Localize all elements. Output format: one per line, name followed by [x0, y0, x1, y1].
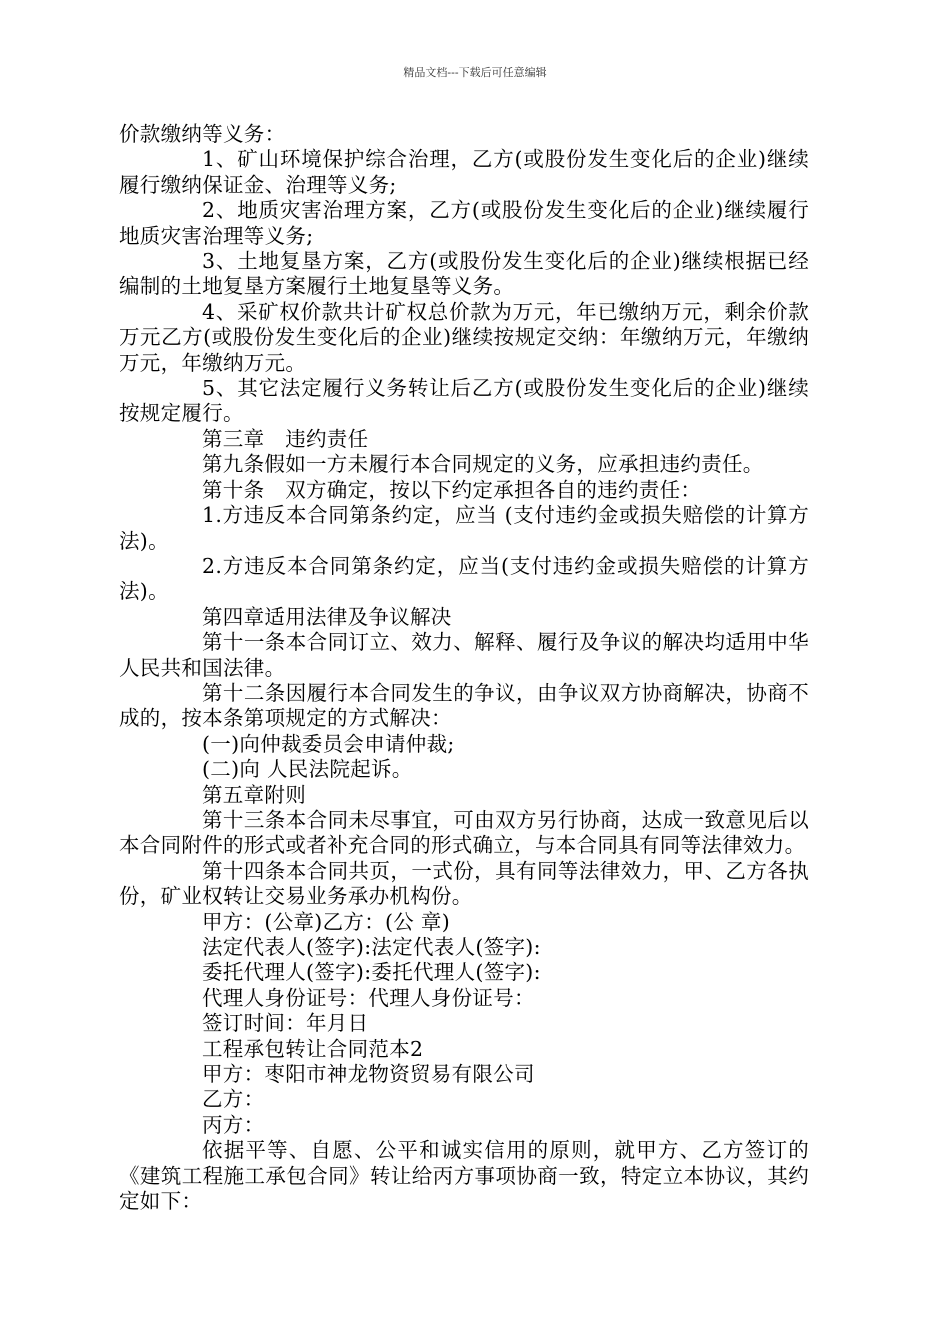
paragraph: (二)向 人民法院起诉。 — [202, 757, 413, 782]
party-line: 乙方： — [202, 1087, 265, 1112]
document-body — [119, 122, 809, 1214]
page-header: 精品文档---下载后可任意编辑 — [403, 66, 547, 79]
paragraph: 4、采矿权价款共计矿权总价款为万元，年已缴纳万元，剩余价款万元乙方(或股份发生变化后的企业)继续按规定交纳：年缴纳万元，年缴纳万元，年缴纳万元。 — [119, 299, 809, 375]
paragraph: 2.方违反本合同第条约定，应当(支付违约金或损失赔偿的计算方法)。 — [119, 553, 809, 604]
signature-line: 代理人身份证号：代理人身份证号： — [202, 985, 535, 1010]
paragraph: 3、土地复垦方案，乙方(或股份发生变化后的企业)继续根据已经编制的土地复垦方案履行土地复垦等义务。 — [119, 249, 809, 299]
chapter-heading: 第四章适用法律及争议解决 — [202, 604, 452, 629]
paragraph: 价款缴纳等义务： — [119, 122, 286, 146]
paragraph: 第十二条因履行本合同发生的争议，由争议双方协商解决，协商不成的，按本条第项规定的方式解决： — [119, 680, 809, 731]
paragraph: 第十一条本合同订立、效力、解释、履行及争议的解决均适用中华人民共和国法律。 — [119, 630, 809, 680]
paragraph: 第九条假如一方未履行本合同规定的义务，应承担违约责任。 — [202, 452, 764, 477]
chapter-heading: 第五章附则 — [202, 782, 306, 807]
paragraph: 第十三条本合同未尽事宜，可由双方另行协商，达成一致意见后以本合同附件的形式或者补充合同的形式确立，与本合同具有同等法律效力。 — [119, 807, 809, 858]
signature-line: 委托代理人(签字):委托代理人(签字): — [202, 960, 541, 985]
signature-line: 法定代表人(签字):法定代表人(签字): — [202, 935, 541, 959]
paragraph: (一)向仲裁委员会申请仲裁; — [202, 731, 455, 756]
paragraph: 5、其它法定履行义务转让后乙方(或股份发生变化后的企业)继续按规定履行。 — [119, 376, 809, 426]
signature-line: 签订时间：年月日 — [202, 1011, 369, 1036]
paragraph: 第十四条本合同共页，一式份，具有同等法律效力，甲、乙方各执份，矿业权转让交易业务承办机构份。 — [119, 858, 809, 909]
party-line: 丙方： — [202, 1112, 265, 1137]
paragraph: 1.方违反本合同第条约定，应当 (支付违约金或损失赔偿的计算方法)。 — [119, 503, 809, 553]
paragraph: 依据平等、自愿、公平和诚实信用的原则，就甲方、乙方签订的《建筑工程施工承包合同》转让给丙方事项协商一致，特定立本协议，其约定如下： — [119, 1138, 809, 1214]
section-title: 工程承包转让合同范本2 — [202, 1036, 424, 1061]
paragraph: 1、矿山环境保护综合治理，乙方(或股份发生变化后的企业)继续履行缴纳保证金、治理等义务; — [119, 147, 809, 197]
signature-line: 甲方：(公章)乙方：(公 章) — [202, 909, 451, 934]
paragraph: 2、地质灾害治理方案，乙方(或股份发生变化后的企业)继续履行地质灾害治理等义务; — [119, 198, 809, 248]
paragraph: 第十条 双方确定，按以下约定承担各自的违约责任： — [202, 477, 702, 502]
chapter-heading: 第三章 违约责任 — [202, 426, 369, 451]
party-line: 甲方：枣阳市神龙物资贸易有限公司 — [202, 1062, 535, 1087]
